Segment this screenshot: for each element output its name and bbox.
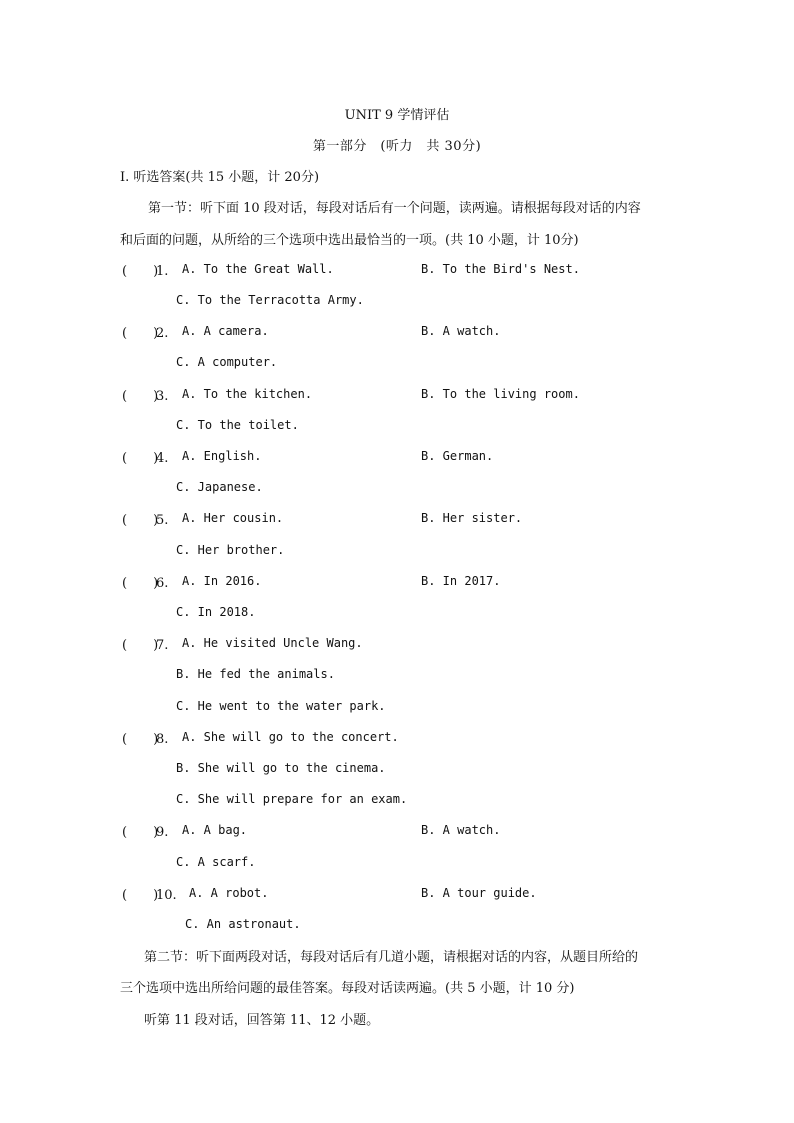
- option-b: B. A watch.: [421, 823, 501, 837]
- question-5: [122, 509, 168, 528]
- answer-blank[interactable]: ( ): [122, 638, 159, 653]
- option-a: A. A camera.: [182, 324, 269, 338]
- question-number: 10.: [156, 888, 177, 903]
- question-number: 1.: [156, 264, 169, 279]
- question-10: [122, 884, 177, 903]
- question-number: 7.: [156, 638, 169, 653]
- answer-blank[interactable]: ( ): [122, 732, 159, 747]
- question-number: 4.: [156, 451, 169, 466]
- option-a: A. A robot.: [189, 886, 269, 900]
- part1-instruction-line1: 第一节：听下面 10 段对话，每段对话后有一个问题，读两遍。请根据每段对话的内容: [148, 201, 641, 216]
- part2-dialogue-note: 听第 11 段对话，回答第 11、12 小题。: [144, 1013, 380, 1028]
- question-9: [122, 821, 168, 840]
- option-c: C. He went to the water park.: [176, 699, 386, 713]
- option-c: C. A scarf.: [176, 855, 256, 869]
- answer-blank[interactable]: ( ): [122, 326, 159, 341]
- option-b: B. In 2017.: [421, 574, 501, 588]
- option-c: C. To the toilet.: [176, 418, 299, 432]
- option-b: B. To the living room.: [421, 387, 580, 401]
- question-number: 9.: [156, 825, 169, 840]
- option-c: C. Her brother.: [176, 543, 285, 557]
- question-7: [122, 634, 168, 653]
- question-1: [122, 260, 168, 279]
- option-a: A. He visited Uncle Wang.: [182, 636, 363, 650]
- question-8: [122, 728, 168, 747]
- option-b: B. Her sister.: [421, 511, 523, 525]
- option-a: A. To the Great Wall.: [182, 262, 334, 276]
- option-a: A. She will go to the concert.: [182, 730, 399, 744]
- option-b: B. A tour guide.: [421, 886, 537, 900]
- part2-instruction-line2: 三个选项中选出所给问题的最佳答案。每段对话读两遍。(共 5 小题，计 10 分): [120, 981, 575, 996]
- option-b: B. A watch.: [421, 324, 501, 338]
- section-heading: Ⅰ. 听选答案(共 15 小题，计 20分): [120, 170, 320, 185]
- option-b: B. German.: [421, 449, 494, 463]
- option-b: B. He fed the animals.: [176, 667, 335, 681]
- question-number: 5.: [156, 513, 169, 528]
- answer-blank[interactable]: ( ): [122, 576, 159, 591]
- option-c: C. An astronaut.: [185, 917, 301, 931]
- option-a: A. Her cousin.: [182, 511, 284, 525]
- question-number: 3.: [156, 389, 169, 404]
- option-a: A. A bag.: [182, 823, 248, 837]
- answer-blank[interactable]: ( ): [122, 888, 159, 903]
- page-subtitle: 第一部分 (听力 共 30分): [312, 139, 482, 154]
- option-c: C. In 2018.: [176, 605, 256, 619]
- page-title: UNIT 9 学情评估: [344, 108, 450, 123]
- option-a: A. To the kitchen.: [182, 387, 313, 401]
- option-c: C. A computer.: [176, 355, 278, 369]
- answer-blank[interactable]: ( ): [122, 264, 159, 279]
- question-number: 2.: [156, 326, 169, 341]
- question-number: 6.: [156, 576, 169, 591]
- question-3: [122, 385, 168, 404]
- option-c: C. To the Terracotta Army.: [176, 293, 364, 307]
- answer-blank[interactable]: ( ): [122, 825, 159, 840]
- answer-blank[interactable]: ( ): [122, 513, 159, 528]
- answer-blank[interactable]: ( ): [122, 389, 159, 404]
- option-c: C. She will prepare for an exam.: [176, 792, 408, 806]
- option-b: B. She will go to the cinema.: [176, 761, 386, 775]
- question-6: [122, 572, 168, 591]
- option-c: C. Japanese.: [176, 480, 263, 494]
- option-a: A. English.: [182, 449, 262, 463]
- question-number: 8.: [156, 732, 169, 747]
- question-2: [122, 322, 168, 341]
- option-b: B. To the Bird's Nest.: [421, 262, 580, 276]
- option-a: A. In 2016.: [182, 574, 262, 588]
- question-4: [122, 447, 168, 466]
- answer-blank[interactable]: ( ): [122, 451, 159, 466]
- part1-instruction-line2: 和后面的问题，从所给的三个选项中选出最恰当的一项。(共 10 小题，计 10分): [120, 233, 579, 248]
- part2-instruction-line1: 第二节：听下面两段对话，每段对话后有几道小题，请根据对话的内容，从题目所给的: [144, 950, 639, 965]
